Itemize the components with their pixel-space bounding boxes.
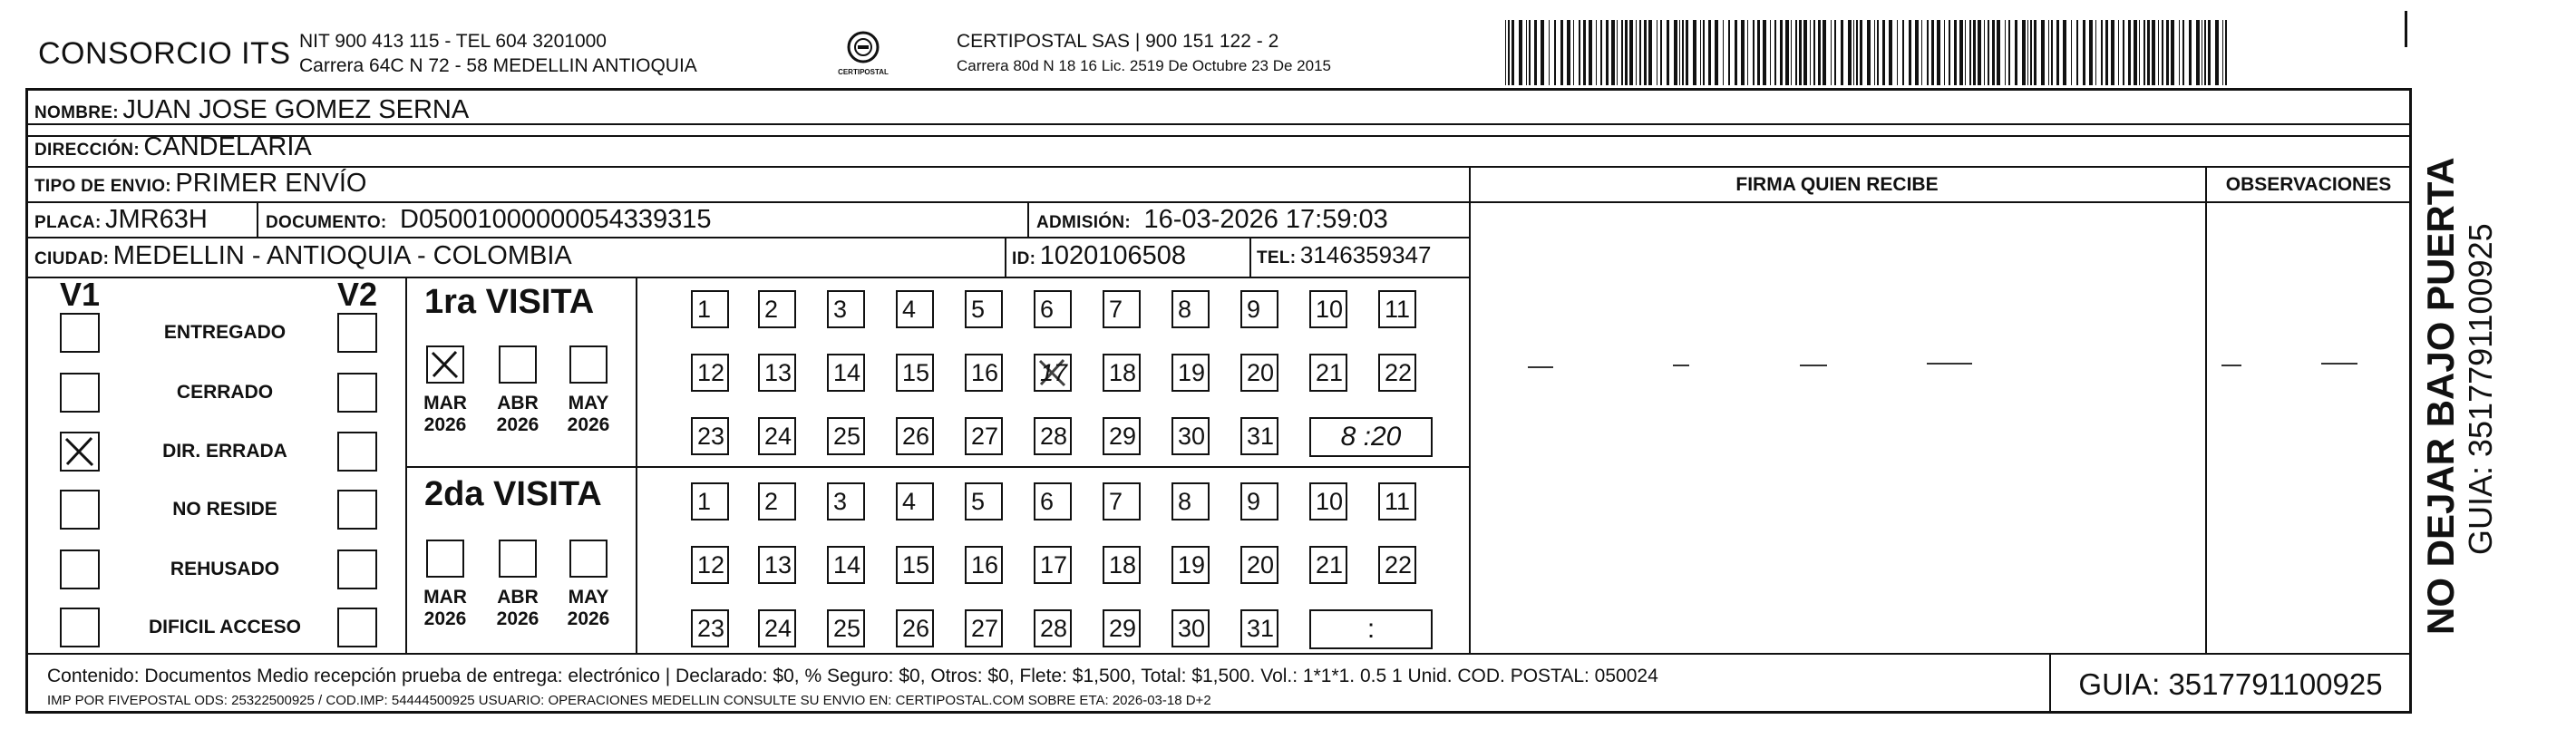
day-box[interactable]: 1 (691, 482, 729, 520)
barcode (1505, 20, 2231, 85)
direccion-value: CANDELARIA (143, 132, 312, 161)
day-box[interactable]: 27 (965, 609, 1003, 647)
content-summary: Contenido: Documentos Medio recepción prueba de entrega: electrónico | Declarado: $0, % Seguro: $0, Otros: $0, Flete: $1,500, Total: $1,500. Vol.: 1*1*1. 0.5 1 Unid. COD. POSTAL: 050024 (47, 666, 1658, 686)
id-value: 1020106508 (1039, 241, 1186, 270)
tipo-envio-value: PRIMER ENVÍO (175, 169, 367, 198)
ciudad-label: CIUDAD: (34, 249, 110, 268)
day-box[interactable]: 17 (1034, 354, 1072, 392)
month-year: 2026 (423, 414, 467, 435)
nombre-row (34, 95, 469, 125)
month-name: MAR (423, 393, 467, 413)
day-box[interactable]: 15 (896, 546, 934, 584)
direccion-row (34, 132, 312, 162)
x-check-mark (1035, 355, 1070, 390)
day-box[interactable]: 14 (827, 546, 865, 584)
day-box[interactable]: 24 (758, 417, 796, 455)
day-box[interactable]: 6 (1034, 482, 1072, 520)
company-address: Carrera 64C N 72 - 58 MEDELLIN ANTIOQUIA (299, 55, 697, 76)
month-checkbox[interactable] (426, 540, 464, 578)
month-checkbox[interactable] (569, 540, 608, 578)
certipostal-line: CERTIPOSTAL SAS | 900 151 122 - 2 (957, 31, 1279, 52)
v1-checkbox[interactable] (60, 490, 100, 530)
logo-caption: CERTIPOSTAL (838, 68, 889, 76)
v1-checkbox[interactable] (60, 373, 100, 413)
day-box[interactable]: 20 (1240, 546, 1278, 584)
id-cell (1012, 241, 1186, 271)
day-box[interactable]: 24 (758, 609, 796, 647)
day-box[interactable]: 26 (896, 609, 934, 647)
observaciones-header: OBSERVACIONES (2225, 174, 2392, 195)
day-box[interactable]: 19 (1171, 354, 1210, 392)
visit-title: 1ra VISITA (424, 283, 595, 321)
day-box[interactable]: 17 (1034, 546, 1072, 584)
tel-label: TEL: (1257, 248, 1297, 268)
day-box[interactable]: 29 (1103, 417, 1141, 455)
direccion-label: DIRECCIÓN: (34, 141, 140, 160)
v2-checkbox[interactable] (337, 373, 377, 413)
day-box[interactable]: 14 (827, 354, 865, 392)
day-box[interactable]: 15 (896, 354, 934, 392)
status-label: ENTREGADO (163, 322, 287, 343)
day-box[interactable]: 8 (1171, 290, 1210, 328)
guia-number: GUIA: 3517791100925 (2078, 667, 2383, 701)
day-box[interactable]: 19 (1171, 546, 1210, 584)
x-check-mark (62, 433, 98, 470)
day-box[interactable]: 23 (691, 417, 729, 455)
month-name: MAY (568, 587, 609, 608)
day-box[interactable]: 30 (1171, 417, 1210, 455)
month-checkbox[interactable] (569, 345, 608, 384)
month-checkbox[interactable] (499, 345, 537, 384)
day-box[interactable]: 4 (896, 290, 934, 328)
print-info: IMP POR FIVEPOSTAL ODS: 25322500925 / COD.IMP: 54444500925 USUARIO: OPERACIONES MEDELLIN CONSULTE SU ENVIO EN: CERTIPOSTAL.COM SOBRE ETA: 2026-03-18 D+2 (47, 693, 1211, 708)
day-box[interactable]: 28 (1034, 417, 1072, 455)
month-label (413, 393, 477, 436)
status-label: DIR. ERRADA (162, 441, 287, 462)
day-box[interactable]: 25 (827, 417, 865, 455)
day-box[interactable]: 8 (1171, 482, 1210, 520)
v1-checkbox[interactable] (60, 432, 100, 472)
month-name: ABR (497, 393, 539, 413)
month-year: 2026 (567, 608, 610, 629)
v2-checkbox[interactable] (337, 432, 377, 472)
v1-checkbox[interactable] (60, 608, 100, 647)
day-box[interactable]: 3 (827, 482, 865, 520)
logo-icon (845, 29, 881, 65)
day-box[interactable]: 9 (1240, 482, 1278, 520)
day-box[interactable]: 4 (896, 482, 934, 520)
tel-value: 3146359347 (1299, 241, 1432, 268)
day-box[interactable]: 10 (1309, 290, 1347, 328)
day-box[interactable]: 5 (965, 482, 1003, 520)
time-box[interactable]: : (1309, 609, 1433, 649)
day-box[interactable]: 9 (1240, 290, 1278, 328)
status-label: NO RESIDE (172, 499, 277, 520)
visit-title: 2da VISITA (424, 475, 602, 513)
day-box[interactable]: 12 (691, 354, 729, 392)
nit-line: NIT 900 413 115 - TEL 604 3201000 (299, 31, 607, 52)
documento-label: DOCUMENTO: (266, 213, 387, 232)
day-box[interactable]: 6 (1034, 290, 1072, 328)
day-box[interactable]: 11 (1378, 290, 1416, 328)
v1-label: V1 (60, 276, 101, 313)
company-name: CONSORCIO ITS (38, 36, 291, 71)
month-name: ABR (497, 587, 539, 608)
day-box[interactable]: 13 (758, 354, 796, 392)
company-info (299, 29, 697, 78)
day-box[interactable]: 25 (827, 609, 865, 647)
tipo-envio-row (34, 169, 367, 199)
v2-checkbox[interactable] (337, 550, 377, 589)
day-box[interactable]: 29 (1103, 609, 1141, 647)
day-box[interactable]: 18 (1103, 546, 1141, 584)
month-year: 2026 (567, 414, 610, 435)
month-year: 2026 (423, 608, 467, 629)
day-box[interactable]: 31 (1240, 609, 1278, 647)
day-box[interactable]: 16 (965, 354, 1003, 392)
ciudad-value: MEDELLIN - ANTIOQUIA - COLOMBIA (112, 241, 572, 270)
certipostal-logo (834, 29, 892, 76)
admision-label: ADMISIÓN: (1036, 213, 1132, 232)
day-box[interactable]: 21 (1309, 354, 1347, 392)
status-label: REHUSADO (170, 559, 280, 579)
status-label: CERRADO (176, 382, 274, 403)
tipo-envio-label: TIPO DE ENVIO: (34, 177, 171, 196)
placa-value: JMR63H (105, 205, 208, 234)
day-box[interactable]: 13 (758, 546, 796, 584)
v2-checkbox[interactable] (337, 490, 377, 530)
month-label (413, 587, 477, 630)
day-box[interactable]: 11 (1378, 482, 1416, 520)
day-box[interactable]: 22 (1378, 354, 1416, 392)
license-line: Carrera 80d N 18 16 Lic. 2519 De Octubre 23 De 2015 (957, 57, 1331, 74)
month-checkbox[interactable] (499, 540, 537, 578)
certipostal-info (957, 29, 1331, 76)
month-checkbox[interactable] (426, 345, 464, 384)
day-box[interactable]: 28 (1034, 609, 1072, 647)
status-label: DIFICIL ACCESO (148, 617, 301, 637)
day-box[interactable]: 7 (1103, 290, 1141, 328)
month-label (557, 393, 620, 436)
day-box[interactable]: 31 (1240, 417, 1278, 455)
day-box[interactable]: 10 (1309, 482, 1347, 520)
month-label (486, 587, 549, 630)
documento-cell (266, 205, 712, 235)
nombre-label: NOMBRE: (34, 103, 119, 122)
v2-checkbox[interactable] (337, 313, 377, 353)
day-box[interactable]: 21 (1309, 546, 1347, 584)
day-box[interactable]: 2 (758, 482, 796, 520)
day-box[interactable]: 26 (896, 417, 934, 455)
day-box[interactable]: 27 (965, 417, 1003, 455)
day-box[interactable]: 7 (1103, 482, 1141, 520)
id-label: ID: (1012, 249, 1036, 268)
v1-checkbox[interactable] (60, 550, 100, 589)
placa-label: PLACA: (34, 213, 102, 232)
tel-cell (1257, 241, 1431, 269)
month-year: 2026 (496, 608, 540, 629)
no-dejar-warning: NO DEJAR BAJO PUERTA (2419, 157, 2462, 635)
day-box[interactable]: 18 (1103, 354, 1141, 392)
day-box[interactable]: 22 (1378, 546, 1416, 584)
v2-checkbox[interactable] (337, 608, 377, 647)
time-box[interactable]: 8 :20 (1309, 417, 1433, 457)
day-box[interactable]: 20 (1240, 354, 1278, 392)
placa-row (34, 205, 208, 235)
day-box[interactable]: 30 (1171, 609, 1210, 647)
day-box[interactable]: 3 (827, 290, 865, 328)
month-label (486, 393, 549, 436)
month-name: MAR (423, 587, 467, 608)
x-check-mark (428, 347, 462, 382)
admision-value: 16-03-2026 17:59:03 (1143, 205, 1388, 234)
month-label (557, 587, 620, 630)
corner-mark (2405, 11, 2407, 47)
documento-value: D05001000000054339315 (400, 205, 712, 234)
nombre-value: JUAN JOSE GOMEZ SERNA (122, 95, 470, 124)
month-year: 2026 (496, 414, 540, 435)
side-guia: GUIA: 3517791100925 (2462, 223, 2499, 555)
day-box[interactable]: 2 (758, 290, 796, 328)
firma-header: FIRMA QUIEN RECIBE (1735, 174, 1939, 195)
admision-cell (1036, 205, 1388, 235)
day-box[interactable]: 5 (965, 290, 1003, 328)
day-box[interactable]: 1 (691, 290, 729, 328)
ciudad-row (34, 241, 572, 271)
v1-checkbox[interactable] (60, 313, 100, 353)
day-box[interactable]: 16 (965, 546, 1003, 584)
v2-label: V2 (337, 276, 378, 313)
day-box[interactable]: 12 (691, 546, 729, 584)
month-name: MAY (568, 393, 609, 413)
day-box[interactable]: 23 (691, 609, 729, 647)
